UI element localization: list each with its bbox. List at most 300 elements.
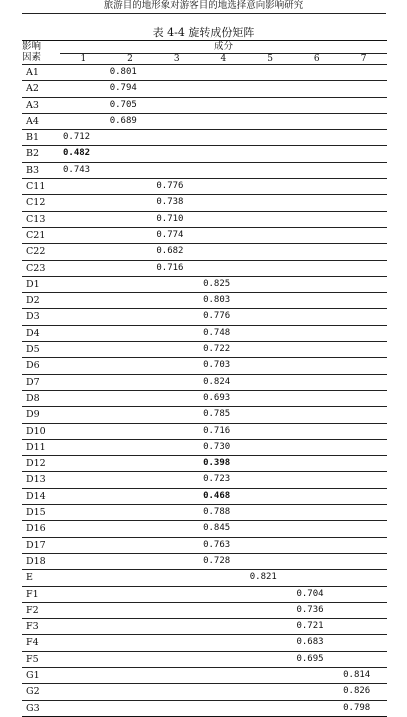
component-group-header: 成分 <box>60 41 387 54</box>
factor-label: F2 <box>26 604 39 616</box>
table-row <box>22 195 387 211</box>
empty-cell <box>293 570 340 586</box>
empty-cell <box>107 260 154 276</box>
factor-label: B2 <box>26 148 40 160</box>
empty-cell <box>293 374 340 390</box>
empty-cell <box>153 602 200 618</box>
factor-label: C13 <box>26 213 46 225</box>
factor-label: D2 <box>26 295 40 307</box>
empty-cell <box>293 439 340 455</box>
empty-cell <box>340 309 387 325</box>
factor-header-label: 影响 因素 <box>22 41 42 63</box>
empty-cell <box>340 537 387 553</box>
loading-value: 0.730 <box>203 441 231 452</box>
factor-label: D13 <box>26 474 46 486</box>
loading-value: 0.398 <box>203 458 231 469</box>
factor-label: B1 <box>26 132 40 144</box>
factor-label: B3 <box>26 164 40 176</box>
empty-cell <box>247 65 294 81</box>
empty-cell <box>153 667 200 683</box>
empty-cell <box>247 521 294 537</box>
empty-cell <box>247 423 294 439</box>
empty-cell <box>200 227 247 243</box>
empty-cell <box>60 244 107 260</box>
empty-cell <box>340 635 387 651</box>
empty-cell <box>107 667 154 683</box>
table-row <box>22 553 387 569</box>
factor-label: C11 <box>26 181 46 193</box>
empty-cell <box>153 407 200 423</box>
empty-cell <box>107 570 154 586</box>
factor-label: D12 <box>26 458 46 470</box>
empty-cell <box>247 276 294 292</box>
empty-cell <box>60 211 107 227</box>
table-row <box>22 472 387 488</box>
empty-cell <box>200 684 247 700</box>
empty-cell <box>340 602 387 618</box>
empty-cell <box>153 342 200 358</box>
factor-label: G2 <box>26 686 40 698</box>
empty-cell <box>153 553 200 569</box>
empty-cell <box>60 700 107 716</box>
empty-cell <box>60 667 107 683</box>
empty-cell <box>340 439 387 455</box>
empty-cell <box>293 342 340 358</box>
empty-cell <box>293 505 340 521</box>
loading-value: 0.794 <box>109 83 137 94</box>
empty-cell <box>293 146 340 162</box>
empty-cell <box>247 113 294 129</box>
table-row <box>22 635 387 651</box>
loading-value: 0.716 <box>156 262 184 273</box>
table-row <box>22 211 387 227</box>
empty-cell <box>107 325 154 341</box>
empty-cell <box>153 81 200 97</box>
empty-cell <box>293 700 340 716</box>
empty-cell <box>340 472 387 488</box>
empty-cell <box>247 456 294 472</box>
empty-cell <box>60 602 107 618</box>
empty-cell <box>340 358 387 374</box>
empty-cell <box>340 619 387 635</box>
empty-cell <box>153 309 200 325</box>
factor-label: A1 <box>26 67 39 78</box>
empty-cell <box>340 570 387 586</box>
table-row <box>22 684 387 700</box>
empty-cell <box>293 179 340 195</box>
table-row <box>22 521 387 537</box>
factor-label: C23 <box>26 262 46 274</box>
empty-cell <box>60 65 107 81</box>
empty-cell <box>153 423 200 439</box>
table-row <box>22 602 387 618</box>
table-row <box>22 227 387 243</box>
empty-cell <box>60 390 107 406</box>
empty-cell <box>293 553 340 569</box>
empty-cell <box>247 374 294 390</box>
empty-cell <box>340 293 387 309</box>
table-row <box>22 390 387 406</box>
empty-cell <box>247 162 294 178</box>
loading-value: 0.482 <box>63 148 91 159</box>
empty-cell <box>200 602 247 618</box>
loading-value: 0.763 <box>203 539 231 550</box>
empty-cell <box>107 162 154 178</box>
empty-cell <box>247 602 294 618</box>
empty-cell <box>340 162 387 178</box>
empty-cell <box>200 619 247 635</box>
empty-cell <box>153 472 200 488</box>
empty-cell <box>293 293 340 309</box>
table-row <box>22 619 387 635</box>
empty-cell <box>60 521 107 537</box>
empty-cell <box>340 390 387 406</box>
table-row <box>22 65 387 81</box>
empty-cell <box>340 244 387 260</box>
table-row <box>22 456 387 472</box>
factor-label: E <box>26 572 33 584</box>
empty-cell <box>340 179 387 195</box>
empty-cell <box>200 81 247 97</box>
table-row <box>22 276 387 292</box>
loading-value: 0.814 <box>343 669 371 680</box>
empty-cell <box>60 227 107 243</box>
component-number-5: 5 <box>267 54 273 64</box>
empty-cell <box>340 456 387 472</box>
empty-cell <box>153 113 200 129</box>
empty-cell <box>340 553 387 569</box>
empty-cell <box>247 537 294 553</box>
factor-label: F4 <box>26 637 39 649</box>
empty-cell <box>60 195 107 211</box>
empty-cell <box>247 472 294 488</box>
empty-cell <box>340 651 387 667</box>
empty-cell <box>293 667 340 683</box>
empty-cell <box>293 65 340 81</box>
empty-cell <box>247 211 294 227</box>
factor-label: D14 <box>26 490 46 502</box>
empty-cell <box>60 325 107 341</box>
empty-cell <box>60 276 107 292</box>
empty-cell <box>340 260 387 276</box>
factor-column-header <box>22 41 60 65</box>
empty-cell <box>340 407 387 423</box>
loading-value: 0.821 <box>249 572 277 583</box>
empty-cell <box>247 700 294 716</box>
matrix-body <box>22 65 387 717</box>
empty-cell <box>293 130 340 146</box>
loading-value: 0.824 <box>203 376 231 387</box>
empty-cell <box>293 162 340 178</box>
empty-cell <box>293 488 340 504</box>
empty-cell <box>107 227 154 243</box>
empty-cell <box>60 553 107 569</box>
empty-cell <box>107 439 154 455</box>
empty-cell <box>153 374 200 390</box>
table-row <box>22 113 387 129</box>
factor-label: D10 <box>26 425 46 437</box>
component-number-1: 1 <box>80 54 87 64</box>
empty-cell <box>247 195 294 211</box>
factor-label: D9 <box>26 409 40 421</box>
loading-value: 0.703 <box>203 360 231 371</box>
factor-label: D15 <box>26 507 46 519</box>
empty-cell <box>293 325 340 341</box>
table-row <box>22 130 387 146</box>
empty-cell <box>153 635 200 651</box>
loading-value: 0.738 <box>156 197 184 208</box>
empty-cell <box>247 407 294 423</box>
table-row <box>22 439 387 455</box>
empty-cell <box>200 586 247 602</box>
empty-cell <box>247 439 294 455</box>
empty-cell <box>340 81 387 97</box>
empty-cell <box>107 619 154 635</box>
table-row <box>22 570 387 586</box>
empty-cell <box>153 684 200 700</box>
empty-cell <box>340 521 387 537</box>
loading-value: 0.693 <box>203 392 231 403</box>
loading-value: 0.826 <box>343 686 371 697</box>
empty-cell <box>200 65 247 81</box>
factor-label: D8 <box>26 392 40 404</box>
empty-cell <box>107 537 154 553</box>
loading-value: 0.689 <box>109 115 137 126</box>
loading-value: 0.845 <box>203 523 231 534</box>
table-row <box>22 325 387 341</box>
component-number-row <box>22 54 387 65</box>
empty-cell <box>293 81 340 97</box>
loading-value: 0.468 <box>203 490 231 501</box>
empty-cell <box>107 390 154 406</box>
empty-cell <box>340 113 387 129</box>
empty-cell <box>247 244 294 260</box>
empty-cell <box>107 505 154 521</box>
factor-label: G3 <box>26 702 40 714</box>
empty-cell <box>340 211 387 227</box>
empty-cell <box>247 684 294 700</box>
empty-cell <box>107 342 154 358</box>
empty-cell <box>60 456 107 472</box>
empty-cell <box>293 423 340 439</box>
empty-cell <box>200 130 247 146</box>
table-row <box>22 651 387 667</box>
empty-cell <box>107 407 154 423</box>
empty-cell <box>247 342 294 358</box>
loading-value: 0.705 <box>109 99 137 110</box>
empty-cell <box>340 195 387 211</box>
empty-cell <box>60 586 107 602</box>
empty-cell <box>60 651 107 667</box>
empty-cell <box>247 667 294 683</box>
empty-cell <box>60 619 107 635</box>
empty-cell <box>153 651 200 667</box>
header-rule <box>22 13 386 14</box>
table-row <box>22 423 387 439</box>
empty-cell <box>293 456 340 472</box>
empty-cell <box>153 162 200 178</box>
empty-cell <box>60 293 107 309</box>
empty-cell <box>247 130 294 146</box>
empty-cell <box>107 700 154 716</box>
loading-value: 0.712 <box>63 132 91 143</box>
factor-label: F3 <box>26 621 39 633</box>
empty-cell <box>340 65 387 81</box>
empty-cell <box>107 179 154 195</box>
factor-label: C22 <box>26 246 46 258</box>
empty-cell <box>60 97 107 113</box>
empty-cell <box>340 146 387 162</box>
empty-cell <box>340 505 387 521</box>
empty-cell <box>200 195 247 211</box>
empty-cell <box>340 227 387 243</box>
empty-cell <box>247 179 294 195</box>
loading-value: 0.748 <box>203 327 231 338</box>
table-row <box>22 374 387 390</box>
empty-cell <box>107 684 154 700</box>
empty-cell <box>293 472 340 488</box>
loading-value: 0.776 <box>203 311 231 322</box>
empty-cell <box>153 439 200 455</box>
empty-cell <box>293 260 340 276</box>
empty-cell <box>153 65 200 81</box>
empty-cell <box>293 390 340 406</box>
loading-value: 0.788 <box>203 507 231 518</box>
empty-cell <box>247 293 294 309</box>
empty-cell <box>153 325 200 341</box>
empty-cell <box>60 439 107 455</box>
factor-label: D16 <box>26 523 46 535</box>
rotated-component-matrix <box>22 40 387 717</box>
empty-cell <box>247 488 294 504</box>
empty-cell <box>340 423 387 439</box>
empty-cell <box>200 113 247 129</box>
empty-cell <box>200 260 247 276</box>
empty-cell <box>60 488 107 504</box>
empty-cell <box>153 521 200 537</box>
empty-cell <box>293 521 340 537</box>
empty-cell <box>60 472 107 488</box>
empty-cell <box>247 309 294 325</box>
empty-cell <box>60 635 107 651</box>
table-row <box>22 586 387 602</box>
empty-cell <box>200 211 247 227</box>
empty-cell <box>60 537 107 553</box>
empty-cell <box>107 276 154 292</box>
empty-cell <box>153 358 200 374</box>
empty-cell <box>200 146 247 162</box>
table-row <box>22 342 387 358</box>
table-row <box>22 81 387 97</box>
empty-cell <box>153 570 200 586</box>
empty-cell <box>293 97 340 113</box>
empty-cell <box>247 635 294 651</box>
loading-value: 0.825 <box>203 278 231 289</box>
empty-cell <box>107 423 154 439</box>
empty-cell <box>153 293 200 309</box>
empty-cell <box>293 227 340 243</box>
empty-cell <box>107 309 154 325</box>
table-row <box>22 667 387 683</box>
empty-cell <box>247 260 294 276</box>
empty-cell <box>200 570 247 586</box>
empty-cell <box>107 195 154 211</box>
factor-label: C12 <box>26 197 46 209</box>
empty-cell <box>107 472 154 488</box>
empty-cell <box>340 374 387 390</box>
empty-cell <box>293 211 340 227</box>
empty-cell <box>200 651 247 667</box>
empty-cell <box>153 276 200 292</box>
loading-value: 0.695 <box>296 653 324 664</box>
loading-value: 0.776 <box>156 181 184 192</box>
table-row <box>22 700 387 716</box>
empty-cell <box>340 586 387 602</box>
factor-label: F1 <box>26 588 39 600</box>
table-row <box>22 293 387 309</box>
empty-cell <box>247 619 294 635</box>
empty-cell <box>340 488 387 504</box>
empty-cell <box>340 342 387 358</box>
empty-cell <box>107 635 154 651</box>
factor-label: A4 <box>26 115 39 127</box>
factor-label: A3 <box>26 99 39 111</box>
empty-cell <box>293 244 340 260</box>
empty-cell <box>60 309 107 325</box>
empty-cell <box>293 537 340 553</box>
empty-cell <box>247 586 294 602</box>
empty-cell <box>60 113 107 129</box>
empty-cell <box>60 81 107 97</box>
empty-cell <box>200 97 247 113</box>
table-row <box>22 309 387 325</box>
empty-cell <box>107 602 154 618</box>
factor-label: D1 <box>26 278 40 290</box>
empty-cell <box>200 667 247 683</box>
empty-cell <box>107 244 154 260</box>
table-row <box>22 505 387 521</box>
empty-cell <box>107 488 154 504</box>
empty-cell <box>200 635 247 651</box>
running-header: 旅游目的地形象对游客目的地选择意向影响研究 <box>103 0 304 11</box>
empty-cell <box>293 407 340 423</box>
empty-cell <box>247 325 294 341</box>
empty-cell <box>107 130 154 146</box>
table-row <box>22 488 387 504</box>
empty-cell <box>200 244 247 260</box>
empty-cell <box>107 211 154 227</box>
empty-cell <box>153 488 200 504</box>
empty-cell <box>60 358 107 374</box>
factor-label: F5 <box>26 653 39 665</box>
empty-cell <box>153 97 200 113</box>
empty-cell <box>60 179 107 195</box>
empty-cell <box>153 700 200 716</box>
loading-value: 0.710 <box>156 213 184 224</box>
loading-value: 0.723 <box>203 474 231 485</box>
factor-label: D4 <box>26 327 40 339</box>
loading-value: 0.803 <box>203 295 231 306</box>
matrix-table <box>22 40 387 717</box>
empty-cell <box>60 342 107 358</box>
empty-cell <box>247 97 294 113</box>
empty-cell <box>107 586 154 602</box>
table-row <box>22 244 387 260</box>
empty-cell <box>247 358 294 374</box>
loading-value: 0.704 <box>296 588 324 599</box>
empty-cell <box>340 325 387 341</box>
empty-cell <box>107 374 154 390</box>
